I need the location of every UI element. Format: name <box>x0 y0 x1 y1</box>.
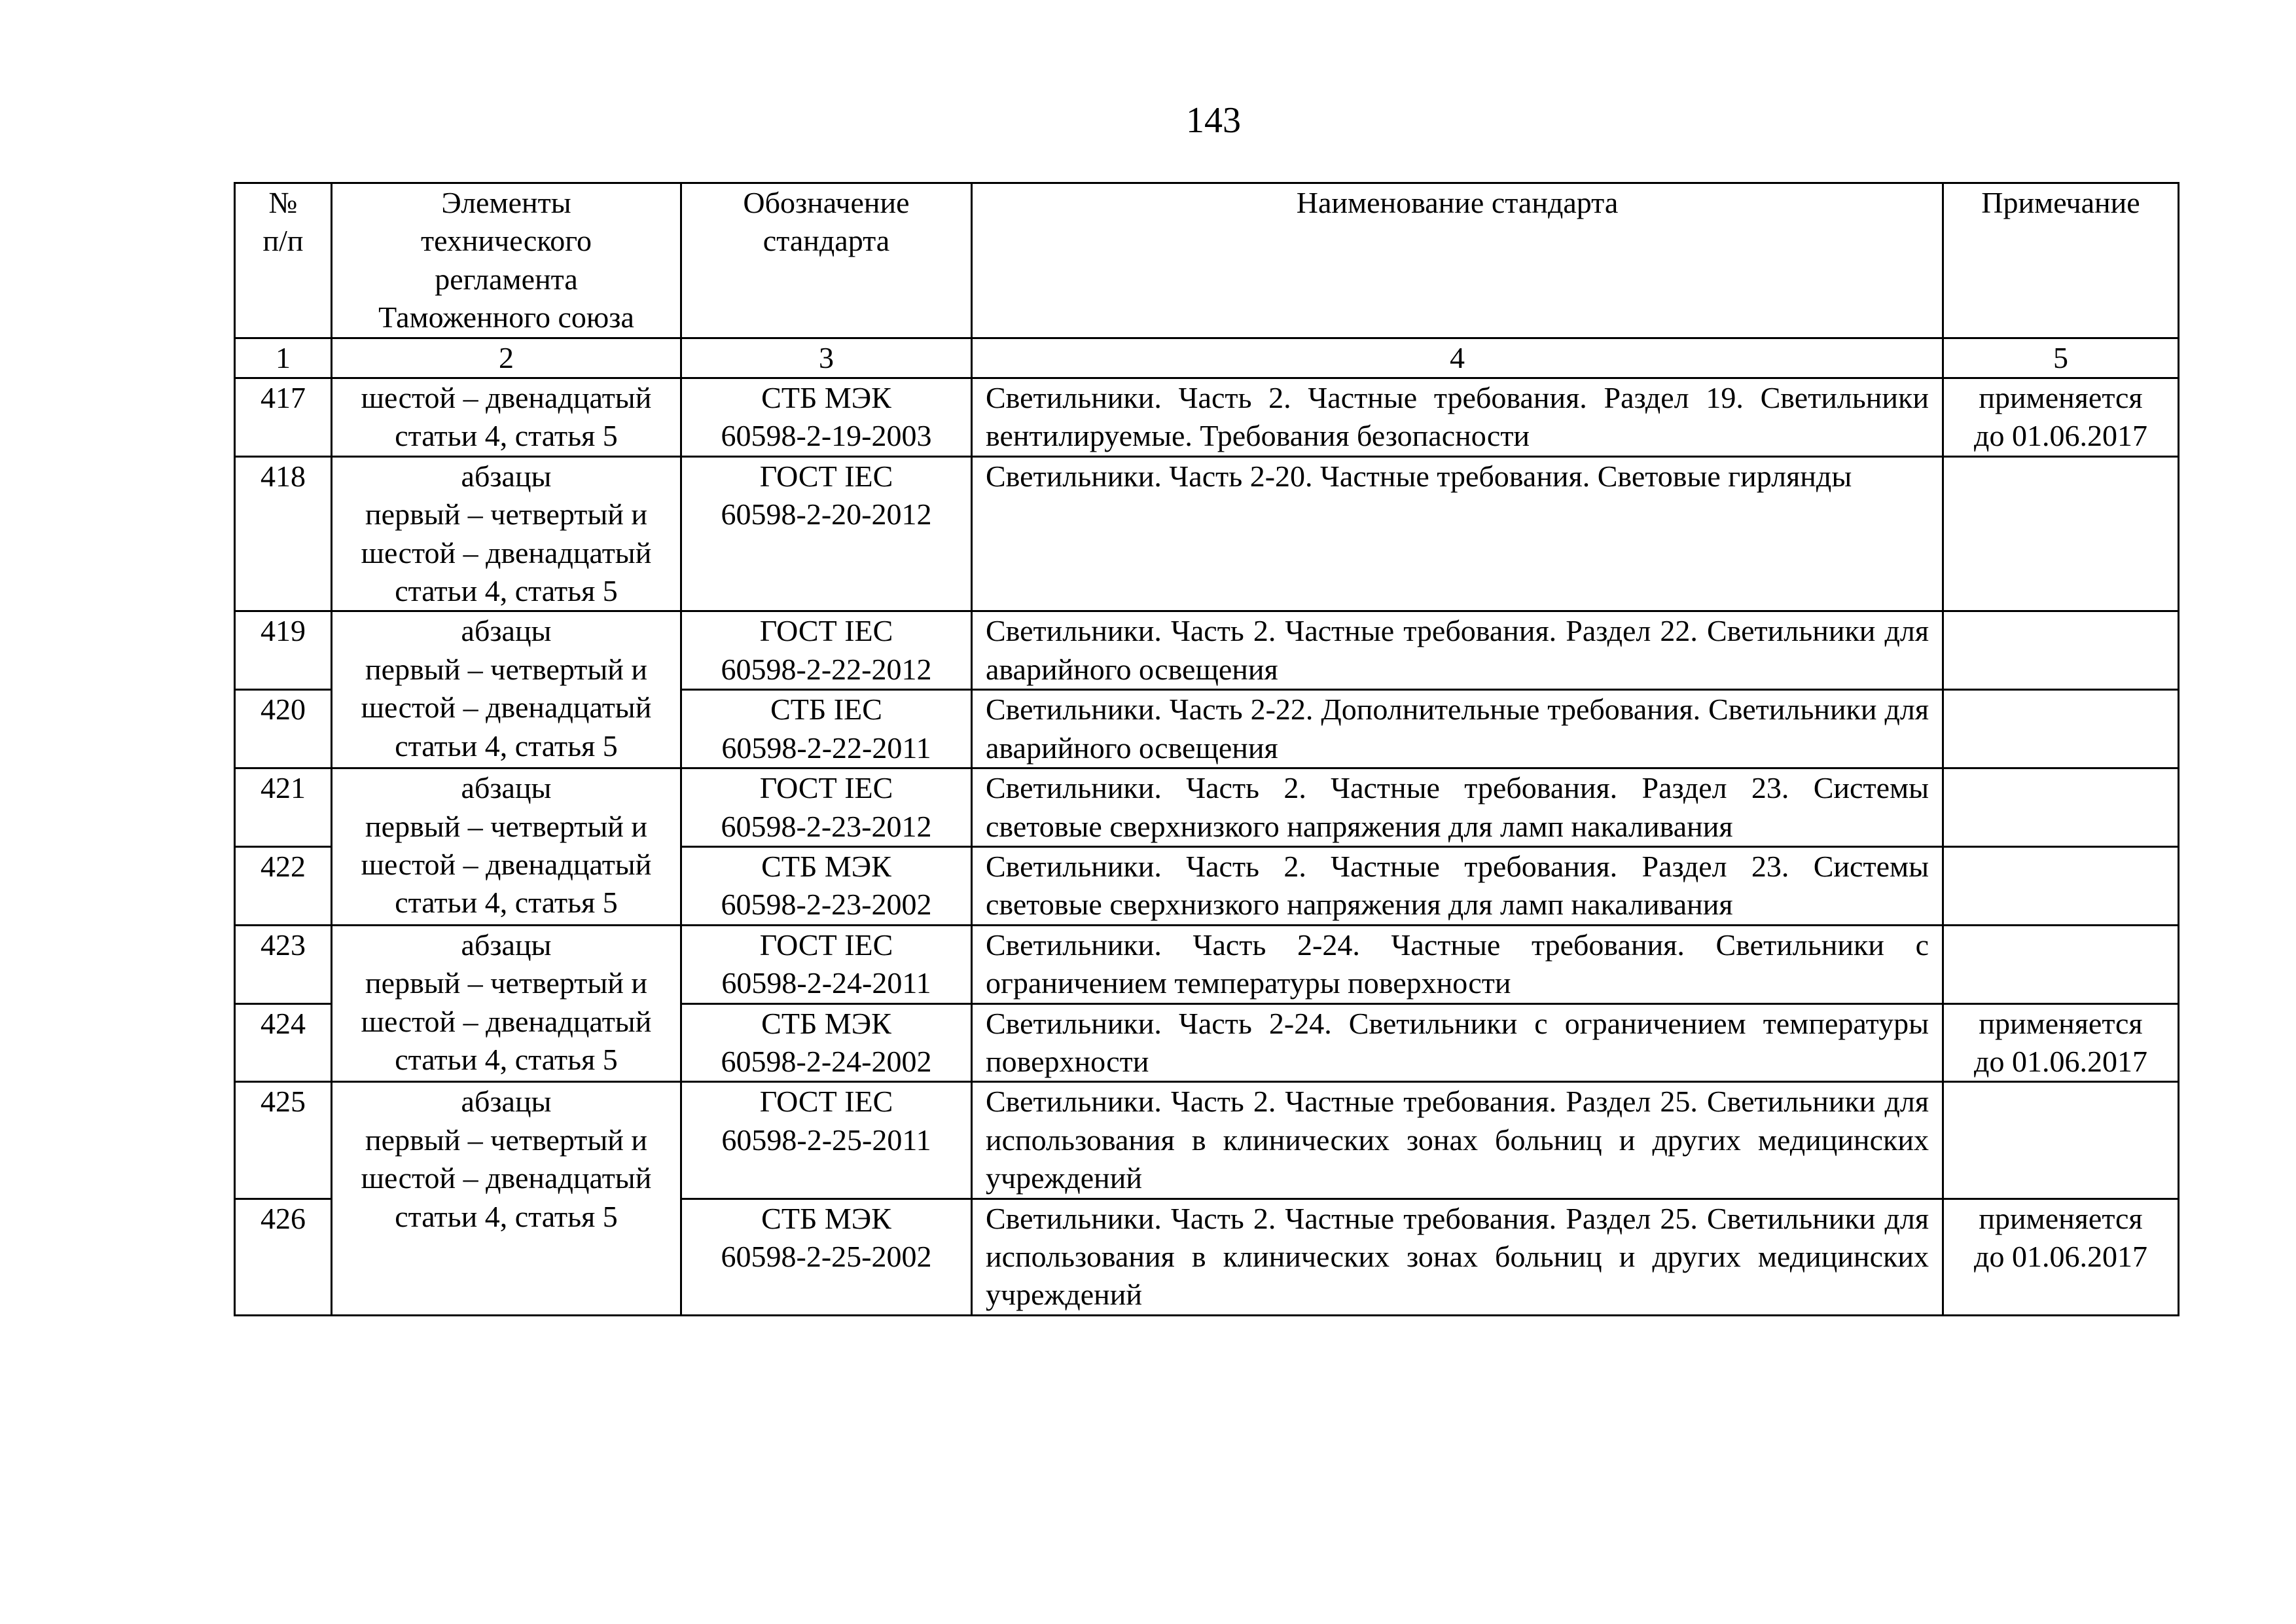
standard-name: Светильники. Часть 2. Частные требования. Раздел 25. Светильники для использования в клинических зонах больниц и других медицинских учреждений <box>972 1199 1943 1315</box>
standard-name: Светильники. Часть 2. Частные требования. Раздел 23. Системы световые сверхнизкого напряжения для ламп накаливания <box>972 768 1943 847</box>
elements-line: шестой – двенадцатый <box>361 1004 652 1038</box>
header-text: Элементы <box>441 186 571 219</box>
designation-line: СТБ IEC <box>770 693 882 727</box>
note <box>1943 925 2179 1003</box>
note <box>1943 690 2179 768</box>
page-number: 143 <box>1186 100 1241 141</box>
standard-name: Светильники. Часть 2-22. Дополнительные требования. Светильники для аварийного освещения <box>972 690 1943 768</box>
elements-line: шестой – двенадцатый <box>361 847 652 881</box>
elements-line: абзацы <box>461 1085 552 1119</box>
standard-designation <box>681 1082 972 1199</box>
elements-line: первый – четвертый и <box>365 497 647 532</box>
note-line: применяется <box>1979 1006 2143 1040</box>
elements-line: статьи 4, статья 5 <box>395 574 618 608</box>
note-line: до 01.06.2017 <box>1974 1044 2147 1078</box>
regulation-elements <box>332 768 681 926</box>
table-row <box>235 925 2179 1003</box>
header-row <box>235 183 2179 338</box>
designation-line: 60598-2-22-2011 <box>721 731 931 765</box>
table-row <box>235 1082 2179 1199</box>
note <box>1943 768 2179 847</box>
standard-name: Светильники. Часть 2. Частные требования. Раздел 22. Светильники для аварийного освещения <box>972 611 1943 690</box>
elements-line: абзацы <box>461 771 552 805</box>
designation-line: 60598-2-19-2003 <box>721 419 932 453</box>
standard-designation <box>681 846 972 925</box>
column-number: 4 <box>972 338 1943 378</box>
header-designation <box>681 183 972 338</box>
elements-line: шестой – двенадцатый <box>361 535 652 569</box>
note <box>1943 1003 2179 1082</box>
column-number: 1 <box>235 338 332 378</box>
row-number: 417 <box>235 378 332 457</box>
designation-line: СТБ МЭК <box>761 1201 891 1235</box>
column-number: 5 <box>1943 338 2179 378</box>
note <box>1943 846 2179 925</box>
elements-line: шестой – двенадцатый <box>361 1161 652 1195</box>
designation-line: 60598-2-25-2002 <box>721 1239 932 1273</box>
note <box>1943 1199 2179 1315</box>
note <box>1943 378 2179 457</box>
header-text: регламента <box>435 262 578 296</box>
standard-name: Светильники. Часть 2. Частные требования. Раздел 23. Системы световые сверхнизкого напряжения для ламп накаливания <box>972 846 1943 925</box>
regulation-elements <box>332 611 681 768</box>
elements-line: статьи 4, статья 5 <box>395 1042 618 1076</box>
designation-line: ГОСТ IEC <box>759 928 893 962</box>
designation-line: 60598-2-24-2011 <box>721 966 931 1000</box>
designation-line: СТБ МЭК <box>761 381 891 415</box>
header-standard-name <box>972 183 1943 338</box>
standard-designation <box>681 690 972 768</box>
elements-line: первый – четвертый и <box>365 809 647 843</box>
designation-line: ГОСТ IEC <box>759 1085 893 1119</box>
row-number: 424 <box>235 1003 332 1082</box>
standard-name: Светильники. Часть 2. Частные требования. Раздел 19. Светильники вентилируемые. Требования безопасности <box>972 378 1943 457</box>
header-text: стандарта <box>762 224 890 258</box>
header-text: технического <box>421 224 592 258</box>
standard-name: Светильники. Часть 2-20. Частные требования. Световые гирлянды <box>972 456 1943 611</box>
designation-line: СТБ МЭК <box>761 849 891 883</box>
standards-table <box>234 182 2179 1316</box>
elements-line: первый – четвертый и <box>365 1123 647 1157</box>
header-number <box>235 183 332 338</box>
regulation-elements <box>332 378 681 457</box>
note-line: до 01.06.2017 <box>1974 1239 2147 1273</box>
designation-line: ГОСТ IEC <box>759 771 893 805</box>
row-number: 418 <box>235 456 332 611</box>
designation-line: ГОСТ IEC <box>759 614 893 648</box>
elements-line: абзацы <box>461 459 552 493</box>
standard-name: Светильники. Часть 2-24. Частные требования. Светильники с ограничением температуры поверхности <box>972 925 1943 1003</box>
regulation-elements <box>332 925 681 1082</box>
row-number: 423 <box>235 925 332 1003</box>
elements-line: первый – четвертый и <box>365 966 647 1000</box>
column-number: 2 <box>332 338 681 378</box>
header-text: Таможенного союза <box>378 300 634 334</box>
designation-line: 60598-2-22-2012 <box>721 652 932 686</box>
designation-line: 60598-2-24-2002 <box>721 1044 932 1078</box>
designation-line: 60598-2-23-2012 <box>721 809 932 843</box>
header-text: Примечание <box>1981 186 2140 219</box>
row-number: 420 <box>235 690 332 768</box>
note-line: применяется <box>1979 381 2143 415</box>
elements-line: статьи 4, статья 5 <box>395 729 618 763</box>
designation-line: СТБ МЭК <box>761 1006 891 1040</box>
designation-line: 60598-2-25-2011 <box>721 1123 931 1157</box>
designation-line: 60598-2-23-2002 <box>721 888 932 922</box>
elements-line: шестой – двенадцатый <box>361 691 652 725</box>
note <box>1943 1082 2179 1199</box>
standard-designation <box>681 378 972 457</box>
elements-line: абзацы <box>461 614 552 648</box>
standard-name: Светильники. Часть 2. Частные требования. Раздел 25. Светильники для использования в клинических зонах больниц и других медицинских учреждений <box>972 1082 1943 1199</box>
elements-line: абзацы <box>461 928 552 962</box>
header-elements <box>332 183 681 338</box>
note <box>1943 456 2179 611</box>
elements-line: статьи 4, статья 5 <box>395 886 618 920</box>
standard-designation <box>681 456 972 611</box>
elements-line: первый – четвертый и <box>365 652 647 686</box>
header-text: п/п <box>262 224 304 258</box>
column-number: 3 <box>681 338 972 378</box>
standard-designation <box>681 1199 972 1315</box>
header-text: Обозначение <box>743 186 910 219</box>
table-row <box>235 456 2179 611</box>
header-note <box>1943 183 2179 338</box>
header-text: Наименование стандарта <box>1296 186 1619 219</box>
row-number: 425 <box>235 1082 332 1199</box>
table-row <box>235 378 2179 457</box>
standard-designation <box>681 611 972 690</box>
note <box>1943 611 2179 690</box>
row-number: 419 <box>235 611 332 690</box>
regulation-elements <box>332 456 681 611</box>
standard-designation <box>681 1003 972 1082</box>
standard-designation <box>681 925 972 1003</box>
note-line: до 01.06.2017 <box>1974 419 2147 453</box>
row-number: 422 <box>235 846 332 925</box>
elements-line: статьи 4, статья 5 <box>395 419 618 453</box>
row-number: 426 <box>235 1199 332 1315</box>
designation-line: 60598-2-20-2012 <box>721 497 932 532</box>
elements-line: шестой – двенадцатый <box>361 381 652 415</box>
standard-name: Светильники. Часть 2-24. Светильники с ограничением температуры поверхности <box>972 1003 1943 1082</box>
header-text: № <box>268 186 298 219</box>
elements-line: статьи 4, статья 5 <box>395 1199 618 1233</box>
standard-designation <box>681 768 972 847</box>
note-line: применяется <box>1979 1201 2143 1235</box>
column-number-row <box>235 338 2179 378</box>
row-number: 421 <box>235 768 332 847</box>
designation-line: ГОСТ IEC <box>759 459 893 493</box>
table-row <box>235 768 2179 847</box>
table-row <box>235 611 2179 690</box>
regulation-elements <box>332 1082 681 1315</box>
